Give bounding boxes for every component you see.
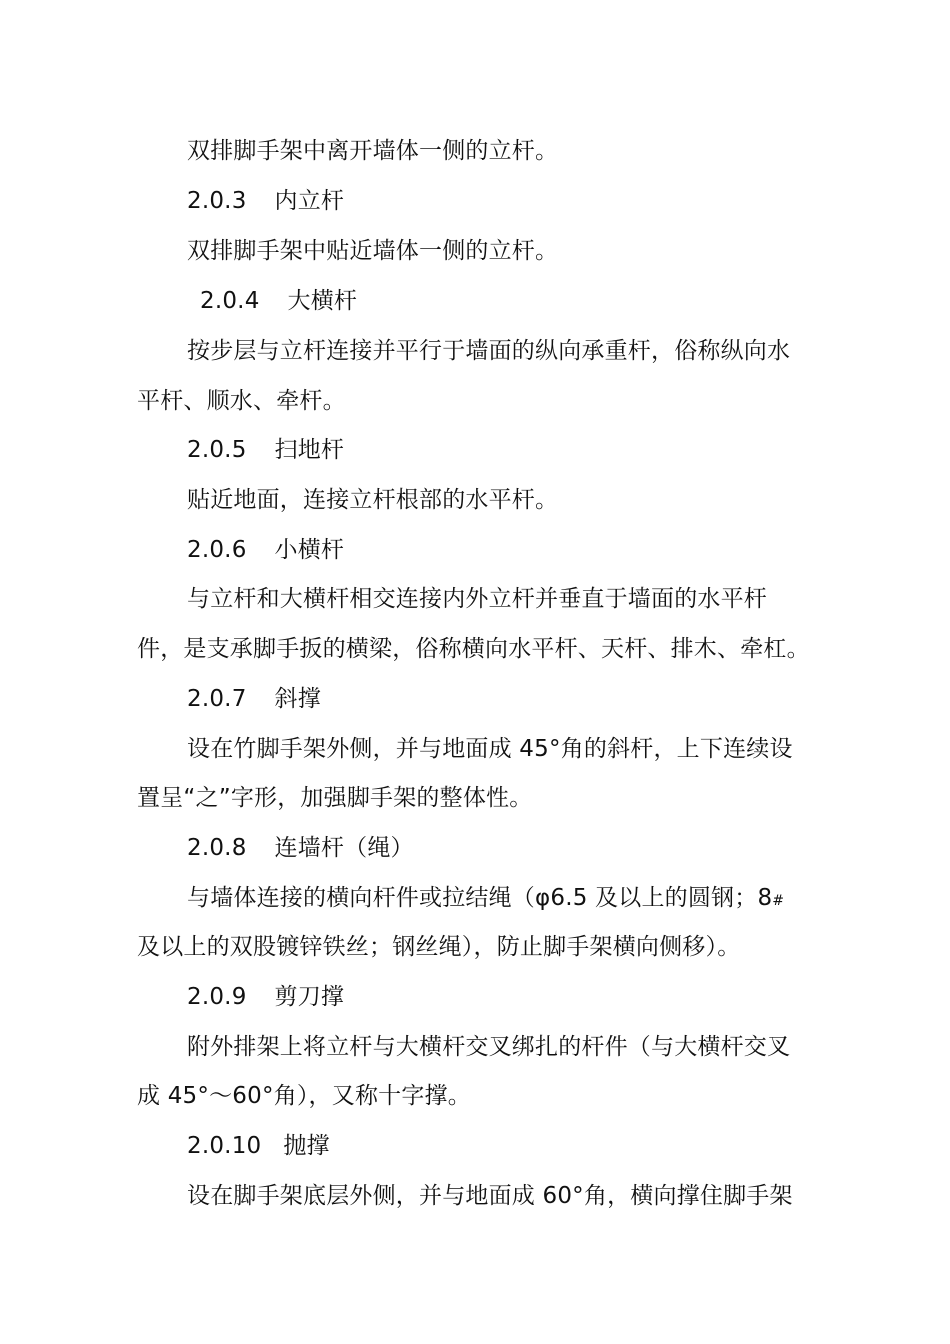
- section-title: 连墙杆（绳）: [274, 835, 414, 861]
- section-title: 内立杆: [274, 188, 345, 214]
- section-heading-2-0-3: [187, 186, 344, 216]
- section-number: 2.0.4: [200, 288, 260, 314]
- section-title: 大横杆: [287, 288, 358, 314]
- paragraph-line: 平杆、顺水、牵杆。: [137, 388, 346, 414]
- paragraph-line: 与立杆和大横杆相交连接内外立杆并垂直于墙面的水平杆: [187, 586, 767, 612]
- paragraph-text: 与墙体连接的横向杆件或拉结绳（φ6.5 及以上的圆钢；8: [187, 885, 773, 911]
- section-number: 2.0.10: [187, 1133, 262, 1159]
- section-number: 2.0.8: [187, 835, 247, 861]
- section-title: 扫地杆: [274, 437, 345, 463]
- paragraph-line: 双排脚手架中离开墙体一侧的立杆。: [187, 138, 559, 164]
- paragraph-line: 按步层与立杆连接并平行于墙面的纵向承重杆，俗称纵向水: [187, 338, 791, 364]
- section-number: 2.0.3: [187, 188, 247, 214]
- wire-gauge-mark: #: [772, 893, 785, 909]
- section-number: 2.0.6: [187, 537, 247, 563]
- section-title: 小横杆: [274, 537, 345, 563]
- paragraph-line: 及以上的双股镀锌铁丝；钢丝绳），防止脚手架横向侧移）。: [137, 934, 741, 960]
- paragraph-line: 贴近地面，连接立杆根部的水平杆。: [187, 487, 559, 513]
- section-title: 剪刀撑: [274, 984, 345, 1010]
- section-heading-2-0-8: [187, 833, 414, 863]
- section-heading-2-0-9: [187, 982, 344, 1012]
- section-number: 2.0.7: [187, 686, 247, 712]
- section-title: 抛撑: [283, 1133, 330, 1159]
- section-heading-2-0-4: [200, 286, 357, 316]
- paragraph-line: 成 45°～60°角），又称十字撑。: [137, 1083, 471, 1109]
- section-heading-2-0-5: [187, 435, 344, 465]
- paragraph-line: 设在脚手架底层外侧，并与地面成 60°角，横向撑住脚手架: [187, 1183, 793, 1209]
- section-title: 斜撑: [274, 686, 321, 712]
- paragraph-line: 置呈“之”字形，加强脚手架的整体性。: [137, 785, 533, 811]
- section-heading-2-0-7: [187, 684, 321, 714]
- section-heading-2-0-10: [187, 1131, 330, 1161]
- paragraph-line: 件，是支承脚手扳的横梁，俗称横向水平杆、天杆、排木、牵杠。: [137, 636, 810, 662]
- paragraph-line: 附外排架上将立杆与大横杆交叉绑扎的杆件（与大横杆交叉: [187, 1034, 791, 1060]
- section-number: 2.0.9: [187, 984, 247, 1010]
- section-heading-2-0-6: [187, 535, 344, 565]
- paragraph-line: [187, 883, 784, 916]
- section-number: 2.0.5: [187, 437, 247, 463]
- paragraph-line: 设在竹脚手架外侧，并与地面成 45°角的斜杆，上下连续设: [187, 736, 793, 762]
- paragraph-line: 双排脚手架中贴近墙体一侧的立杆。: [187, 238, 559, 264]
